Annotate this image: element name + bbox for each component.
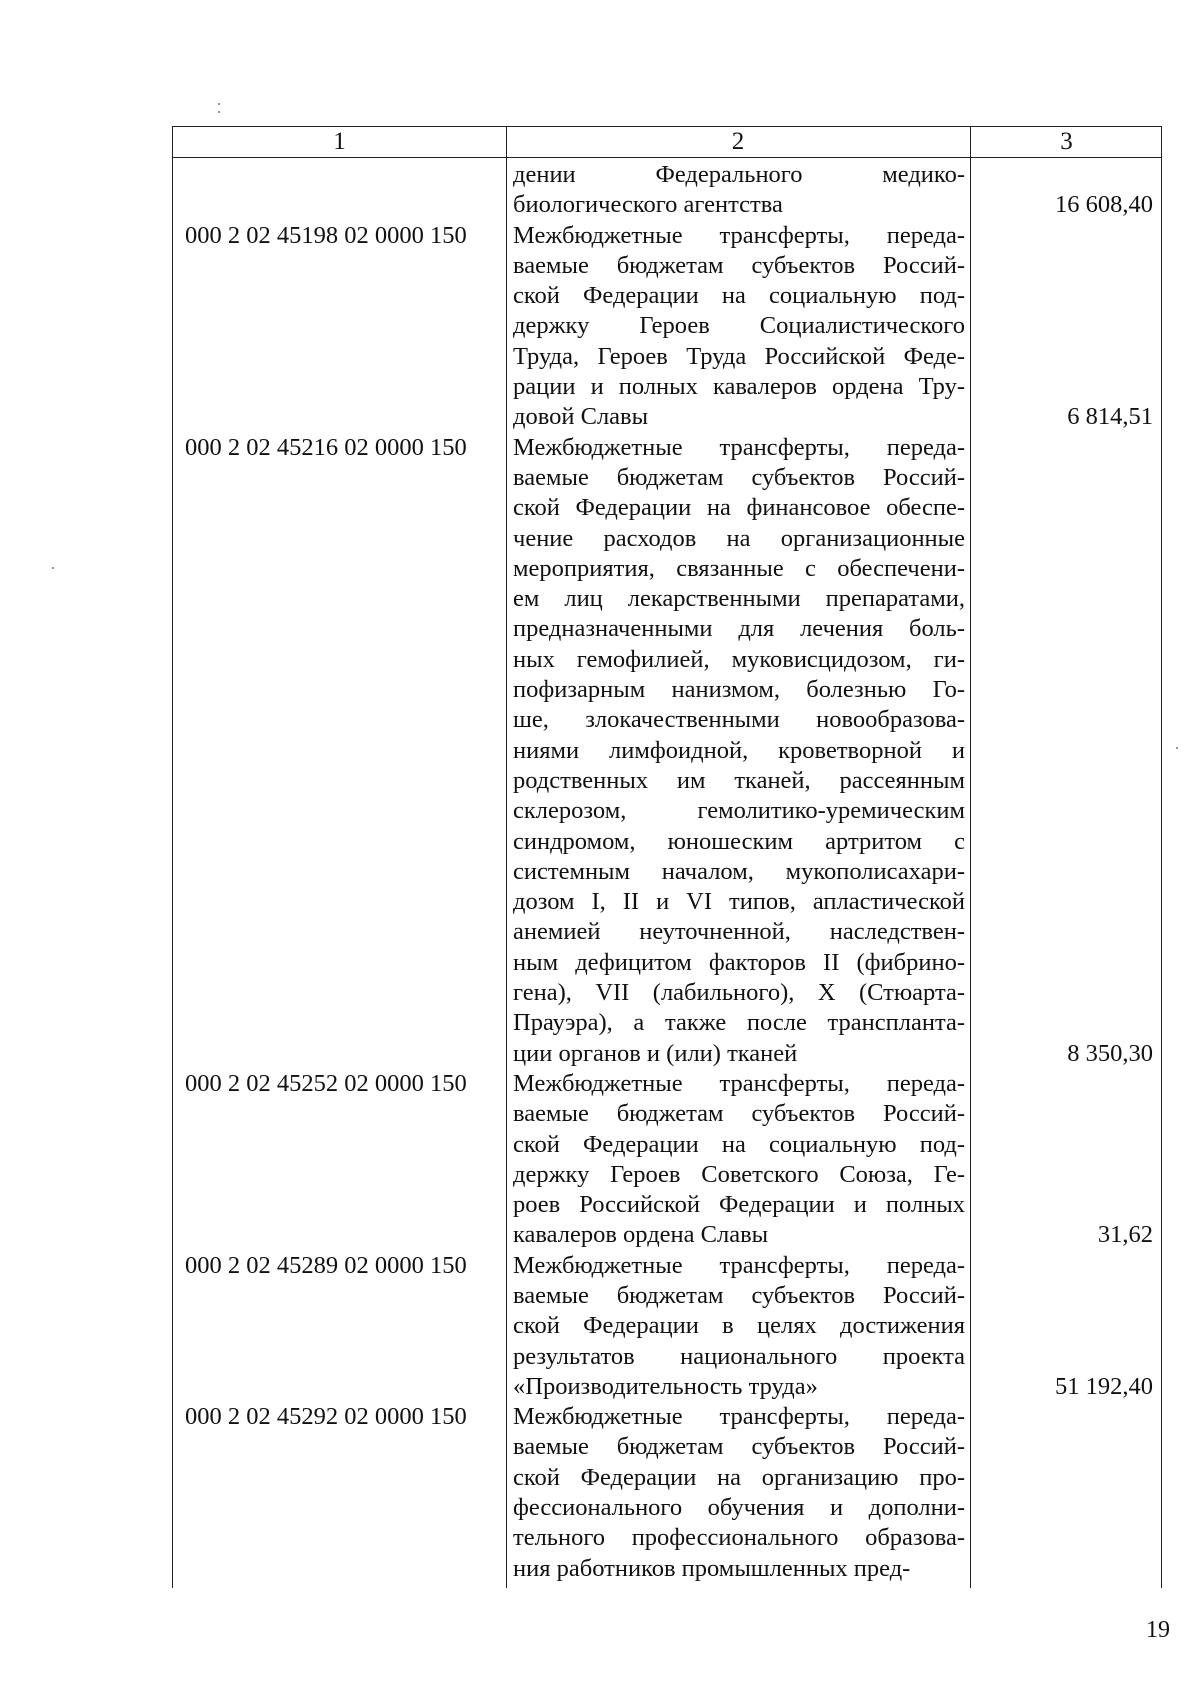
description-line: тельного профессионального образова-	[513, 1524, 965, 1552]
amount: 31,62	[1097, 1221, 1153, 1249]
amount: 16 608,40	[1055, 191, 1153, 219]
amount: 6 814,51	[1067, 403, 1153, 431]
description-line: склерозом, гемолитико-уремическим	[513, 797, 965, 825]
budget-code: 000 2 02 45198 02 0000 150	[185, 221, 467, 249]
description-line: ния работников промышленных пред-	[513, 1554, 911, 1582]
description-line: ваемые бюджетам субъектов Россий-	[513, 1433, 965, 1461]
description-line: держку Героев Советского Союза, Ге-	[513, 1160, 965, 1188]
description-line: Труда, Героев Труда Российской Феде-	[513, 342, 965, 370]
description-line: ваемые бюджетам субъектов Россий-	[513, 463, 965, 491]
table-row	[173, 1402, 1161, 1584]
scan-speck	[1176, 747, 1178, 749]
budget-code: 000 2 02 45289 02 0000 150	[185, 1251, 467, 1279]
description-line: ции органов и (или) тканей	[513, 1039, 798, 1067]
table-row	[173, 1069, 1161, 1251]
description-line: биологического агентства	[513, 191, 783, 219]
description	[513, 1402, 965, 1584]
description-line: чение расходов на организационные	[513, 524, 965, 552]
description-line: ваемые бюджетам субъектов Россий-	[513, 1100, 965, 1128]
description-line: Межбюджетные трансферты, переда-	[513, 1403, 965, 1431]
table-row	[173, 433, 1161, 1069]
description	[513, 160, 965, 221]
description-line: Прауэра), а также после транспланта-	[513, 1009, 965, 1037]
description-line: фессионального обучения и дополни-	[513, 1494, 965, 1522]
description-line: Межбюджетные трансферты, переда-	[513, 1069, 965, 1097]
description	[513, 433, 965, 1069]
budget-code: 000 2 02 45252 02 0000 150	[185, 1069, 467, 1097]
description	[513, 221, 965, 433]
scan-speck	[52, 567, 54, 569]
description-line: дении Федерального медико-	[513, 161, 965, 188]
description	[513, 1069, 965, 1251]
scan-speck	[218, 111, 220, 113]
description-line: ской Федерации на финансовое обеспе-	[513, 494, 965, 522]
description-line: предназначенными для лечения боль-	[513, 615, 965, 643]
description-line: довой Славы	[513, 403, 649, 431]
table-row	[173, 221, 1161, 433]
budget-code: 000 2 02 45216 02 0000 150	[185, 433, 467, 461]
description-line: ваемые бюджетам субъектов Россий-	[513, 1281, 965, 1309]
description-line: ской Федерации на организацию про-	[513, 1463, 965, 1491]
description-line: анемией неуточненной, наследствен-	[513, 918, 965, 946]
table-row	[173, 1251, 1161, 1402]
description-line: ваемые бюджетам субъектов Россий-	[513, 251, 965, 279]
description-line: результатов национального проекта	[513, 1342, 965, 1370]
description-line: ниями лимфоидной, кроветворной и	[513, 736, 965, 764]
budget-code: 000 2 02 45292 02 0000 150	[185, 1403, 467, 1431]
description-line: ше, злокачественными новообразова-	[513, 706, 965, 734]
description-line: ем лиц лекарственными препаратами,	[513, 585, 965, 613]
description-line: Межбюджетные трансферты, переда-	[513, 221, 965, 249]
table-header-row	[173, 127, 1161, 158]
description-line: гена), VII (лабильного), X (Стюарта-	[513, 979, 965, 1007]
description-line: кавалеров ордена Славы	[513, 1221, 769, 1249]
amount: 8 350,30	[1067, 1039, 1153, 1067]
description-line: мероприятия, связанные с обеспечени-	[513, 554, 965, 582]
description-line: «Производительность труда»	[513, 1372, 818, 1400]
description-line: ных гемофилией, муковисцидозом, ги-	[513, 645, 965, 673]
column-header-1: 1	[333, 128, 346, 155]
description-line: Межбюджетные трансферты, переда-	[513, 1251, 965, 1279]
page-number: 19	[1146, 1617, 1170, 1643]
description-line: системным началом, мукополисахари-	[513, 857, 965, 885]
table-row	[173, 160, 1161, 221]
description-line: дозом I, II и VI типов, апластической	[513, 888, 965, 916]
description-line: держку Героев Социалистического	[513, 312, 965, 340]
description-line: ным дефицитом факторов II (фибрино-	[513, 948, 965, 976]
description-line: роев Российской Федерации и полных	[513, 1191, 965, 1219]
description-line: ской Федерации в целях достижения	[513, 1312, 965, 1340]
column-header-3: 3	[1060, 128, 1073, 155]
table-body	[173, 160, 1161, 1584]
description-line: ской Федерации на социальную под-	[513, 1130, 965, 1158]
description-line: синдромом, юношеским артритом с	[513, 827, 965, 855]
scan-speck	[218, 103, 220, 105]
column-header-2: 2	[731, 128, 745, 155]
description-line: Межбюджетные трансферты, переда-	[513, 433, 965, 461]
description-line: ской Федерации на социальную под-	[513, 282, 965, 310]
description-line: родственных им тканей, рассеянным	[513, 766, 965, 794]
description-line: рации и полных кавалеров ордена Тру-	[513, 373, 965, 401]
description	[513, 1251, 965, 1402]
description-line: пофизарным нанизмом, болезнью Го-	[513, 676, 965, 704]
amount: 51 192,40	[1055, 1372, 1153, 1400]
budget-table	[172, 126, 1162, 1588]
